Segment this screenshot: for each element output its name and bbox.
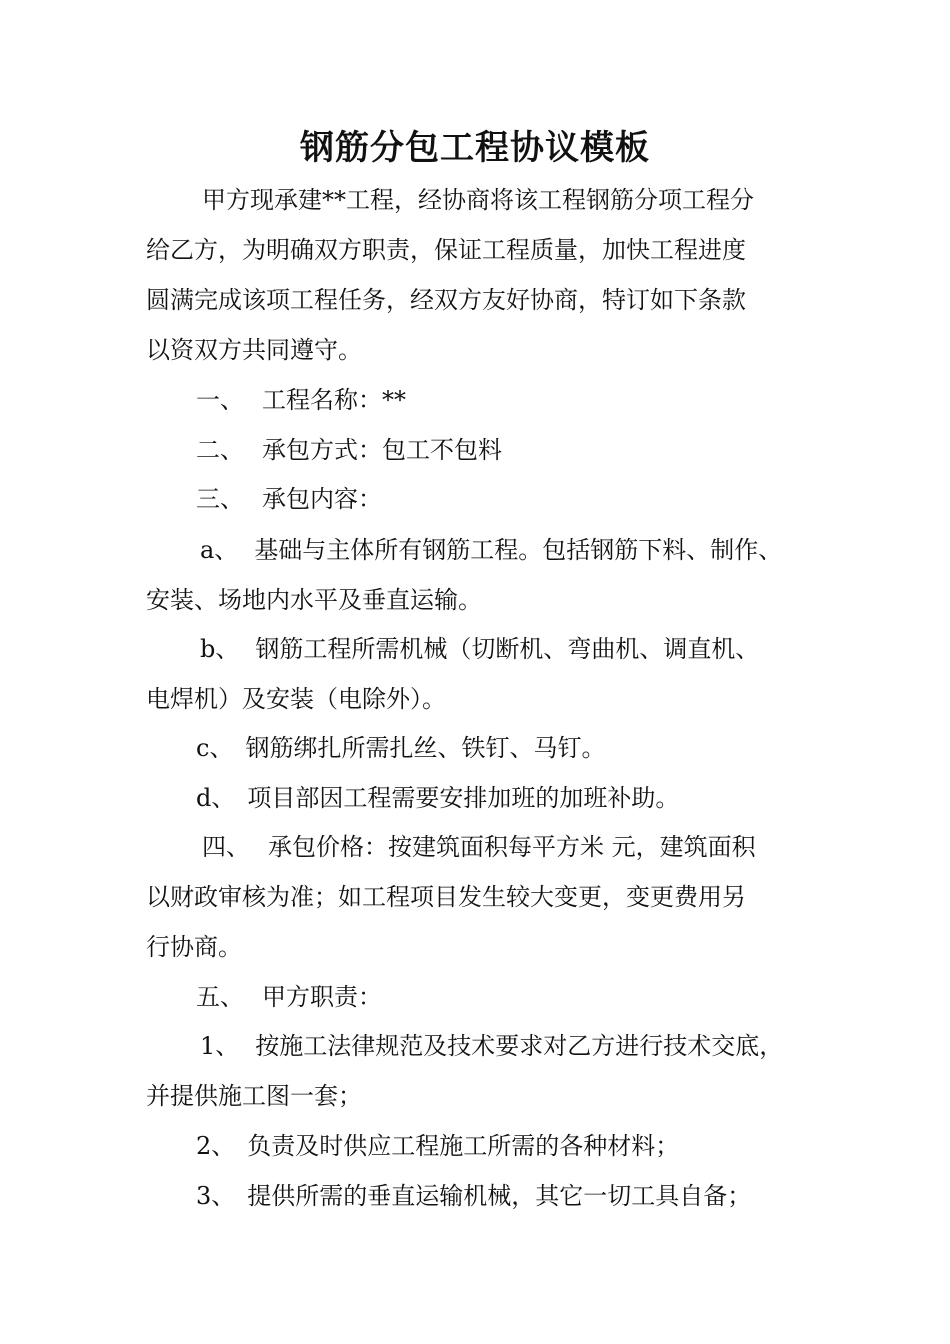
item-number: 3、 — [196, 1182, 236, 1210]
intro-line-3: 圆满完成该项工程任务，经双方友好协商，特订如下条款 — [146, 286, 746, 314]
item-number: 2、 — [196, 1132, 236, 1160]
section-text: 承包方式：包工不包料 — [262, 436, 502, 464]
item-number: 1、 — [200, 1032, 240, 1060]
section-text: 工程名称：** — [262, 386, 406, 414]
item-letter: c、 — [196, 734, 234, 762]
item-3 — [196, 1180, 751, 1212]
section-1 — [196, 384, 406, 416]
item-text: 负责及时供应工程施工所需的各种材料； — [247, 1132, 680, 1160]
item-1-line-2: 并提供施工图一套； — [146, 1082, 362, 1110]
section-5 — [196, 981, 382, 1013]
section-3 — [196, 483, 382, 515]
item-letter: b、 — [200, 635, 240, 663]
section-4-line-1 — [202, 831, 756, 863]
item-text: 钢筋工程所需机械（切断机、弯曲机、调直机、 — [255, 635, 760, 663]
item-d — [196, 782, 679, 814]
item-b-line-2: 电焊机）及安装（电除外）。 — [146, 685, 446, 713]
intro-line-2: 给乙方，为明确双方职责，保证工程质量，加快工程进度 — [146, 236, 746, 264]
section-number: 二、 — [196, 436, 244, 464]
section-4-line-2: 以财政审核为准；如工程项目发生较大变更，变更费用另 — [146, 883, 746, 911]
section-number: 一、 — [196, 386, 244, 414]
item-text: 钢筋绑扎所需扎丝、铁钉、马钉。 — [245, 734, 606, 762]
section-number: 三、 — [196, 485, 244, 513]
item-letter: d、 — [196, 784, 236, 812]
section-text: 甲方职责： — [262, 983, 382, 1011]
intro-line-4: 以资双方共同遵守。 — [146, 336, 362, 364]
item-1-line-1 — [200, 1030, 783, 1062]
section-4-line-3: 行协商。 — [146, 933, 242, 961]
item-a-line-2: 安装、场地内水平及垂直运输。 — [146, 586, 482, 614]
item-text: 项目部因工程需要安排加班的加班补助。 — [247, 784, 680, 812]
item-a-line-1 — [200, 534, 782, 566]
section-2 — [196, 434, 502, 466]
item-text: 基础与主体所有钢筋工程。包括钢筋下料、制作、 — [254, 536, 783, 564]
item-text: 按施工法律规范及技术要求对乙方进行技术交底， — [255, 1032, 784, 1060]
section-text: 承包内容： — [262, 485, 382, 513]
item-2 — [196, 1130, 679, 1162]
item-text: 提供所需的垂直运输机械，其它一切工具自备； — [247, 1182, 752, 1210]
section-text: 承包价格：按建筑面积每平方米 元，建筑面积 — [268, 833, 756, 861]
section-number: 四、 — [202, 833, 250, 861]
item-letter: a、 — [200, 536, 239, 564]
item-b-line-1 — [200, 633, 759, 665]
document-title: 钢筋分包工程协议模板 — [300, 128, 650, 168]
item-c — [196, 732, 605, 764]
section-number: 五、 — [196, 983, 244, 1011]
intro-line-1: 甲方现承建**工程，经协商将该工程钢筋分项工程分 — [202, 186, 754, 214]
